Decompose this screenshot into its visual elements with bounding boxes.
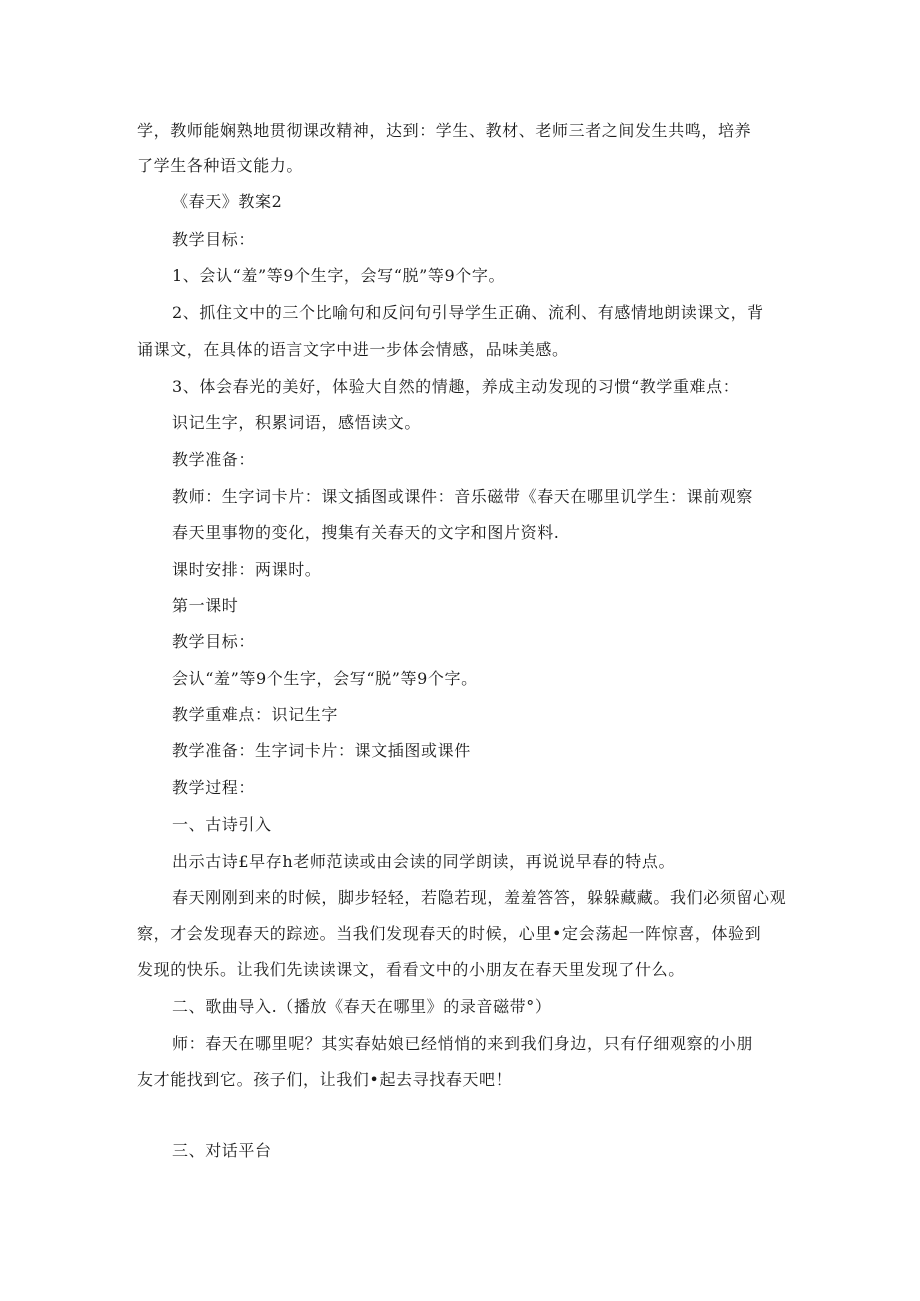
text-line: 友才能找到它。孩子们，让我们•起去寻找春天吧！ (137, 1070, 513, 1089)
text-line: 发现的快乐。让我们先读读课文，看看文中的小朋友在春天里发现了什么。 (137, 960, 685, 979)
text-line: 察，才会发现春天的踪迹。当我们发现春天的时候，心里•定会荡起一阵惊喜，体验到 (137, 924, 762, 943)
text-line: 教师：生字词卡片：课文插图或课件：音乐磁带《春天在哪里讥学生：课前观察 (172, 487, 754, 506)
text-line: 课时安排：两课时。 (172, 560, 322, 579)
text-line: 三、对话平台 (172, 1141, 272, 1160)
text-line: 一、古诗引入 (172, 815, 272, 834)
text-line: 出示古诗£早存h老师范读或由会读的同学朗读，再说说早春的特点。 (172, 852, 676, 871)
text-line: 春天里事物的变化，搜集有关春天的文字和图片资料. (172, 523, 560, 542)
text-line: 教学重难点：识记生字 (172, 705, 339, 724)
text-line: 二、歌曲导入.（播放《春天在哪里》的录音磁带°） (172, 997, 552, 1016)
text-line: 春天刚刚到来的时候，脚步轻轻，若隐若现，羞羞答答，躲躲藏藏。我们必须留心观 (172, 888, 787, 907)
text-line: 诵课文，在具体的语言文字中进一步体会情感，品味美感。 (137, 340, 569, 359)
text-line: 1、会认“羞”等9个生字，会写“脱”等9个字。 (172, 266, 506, 285)
text-line: 教学过程： (172, 778, 256, 797)
text-line: 了学生各种语文能力。 (137, 156, 304, 175)
text-line: 2、抓住文中的三个比喻句和反问句引导学生正确、流利、有感情地朗读课文，背 (172, 303, 764, 322)
text-line: 教学目标： (172, 230, 256, 249)
text-line: 学，教师能娴熟地贯彻课改精神，达到：学生、教材、老师三者之间发生共鸣，培养 (137, 121, 752, 140)
text-line: 识记生字，积累词语，感悟读文。 (172, 413, 422, 432)
text-line: 教学准备： (172, 450, 256, 469)
text-line: 第一课时 (172, 596, 239, 615)
text-line: 3、体会春光的美好，体验大自然的情趣，养成主动发现的习惯“教学重难点： (172, 377, 740, 396)
text-line: 会认“羞”等9个生字，会写“脱”等9个字。 (172, 669, 478, 688)
text-line: 教学目标： (172, 632, 256, 651)
section-title: 《春天》教案2 (172, 192, 283, 211)
text-line: 教学准备：生字词卡片：课文插图或课件 (172, 741, 471, 760)
text-line: 师：春天在哪里呢？其实春姑娘已经悄悄的来到我们身边，只有仔细观察的小朋 (172, 1034, 754, 1053)
